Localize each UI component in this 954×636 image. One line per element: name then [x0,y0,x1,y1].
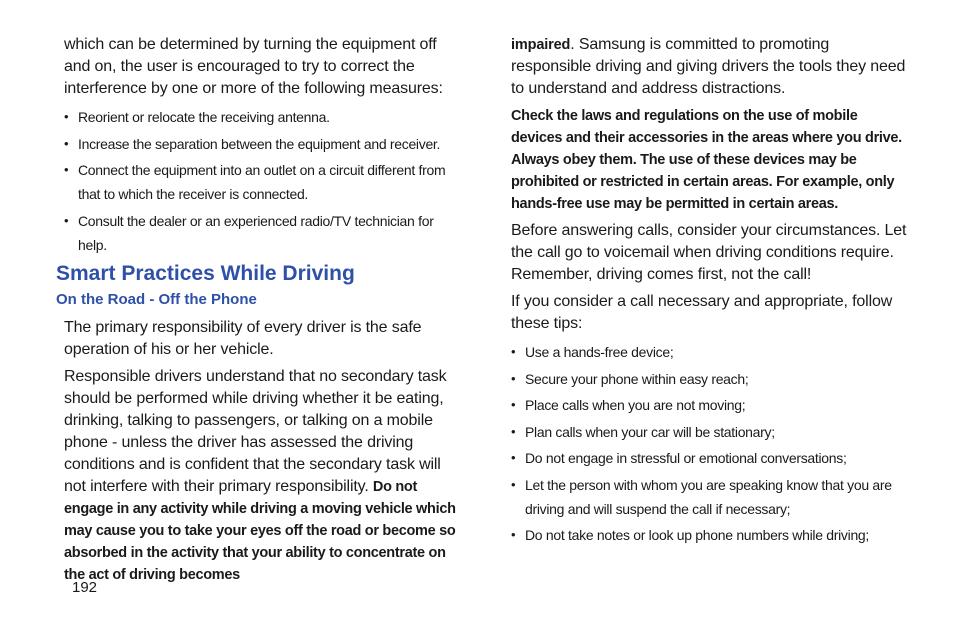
bullet-icon: • [511,527,516,542]
bullet-icon: • [511,370,516,386]
list-item-text: Secure your phone within easy reach; [525,370,749,387]
bullet-icon: • [511,423,516,439]
list-item [64,209,464,257]
list-item-text: Let the person with whom you are speaking know that you are driving and will suspend the call if necessary; [525,476,892,517]
interference-measures-list [64,105,464,257]
tips-intro-paragraph: If you consider a call necessary and appropriate, follow these tips: [511,293,893,332]
intro-paragraph: which can be determined by turning the equipment off and on, the user is encouraged to try to correct the interference by one or more of the following measures: [64,36,443,97]
bullet-icon: • [511,450,516,465]
bullet-icon: • [64,212,69,228]
continuation-paragraph [511,34,911,100]
list-item-text: Do not engage in stressful or emotional conversations; [525,450,847,466]
list-item [511,367,911,391]
list-item-text: Connect the equipment into an outlet on a circuit different from that to which the receiver is connected. [78,162,446,202]
section-heading: Smart Practices While Driving [56,261,355,285]
secondary-task-paragraph [64,366,464,586]
list-item [511,446,911,470]
list-item [511,420,911,444]
subsection-heading: On the Road - Off the Phone [56,290,257,308]
list-item-text: Do not take notes or look up phone numbers while driving; [525,527,870,543]
bullet-icon: • [64,109,69,124]
bullet-icon: • [511,476,516,492]
list-item [64,105,464,129]
list-item [511,393,911,417]
list-item [511,523,911,547]
list-item-text: Plan calls when your car will be stationary; [525,423,775,440]
list-item [511,340,911,364]
left-column [56,34,464,591]
list-item [64,132,464,156]
bullet-icon: • [511,397,516,412]
list-item-text: Reorient or relocate the receiving antenna. [78,109,330,125]
bullet-icon: • [64,135,69,151]
driving-tips-list [511,340,911,547]
list-item [511,473,911,521]
secondary-task-text: Responsible drivers understand that no secondary task should be performed while driving whether it be eating, drinking, talking to passengers, or talking on a mobile phone - unless the driver has assessed the driving conditions and is confident that the secondary task will not interfere with their primary responsibility. [64,367,447,495]
bullet-icon: • [511,344,516,359]
list-item-text: Increase the separation between the equipment and receiver. [78,135,441,152]
list-item-text: Place calls when you are not moving; [525,397,746,413]
continuation-text: . Samsung is committed to promoting responsible driving and giving drivers the tools they need to understand and address distractions. [511,36,906,97]
bullet-icon: • [64,162,69,177]
responsibility-paragraph: The primary responsibility of every driver is the safe operation of his or her vehicle. [64,318,422,358]
list-item-text: Use a hands-free device; [525,344,674,360]
before-answering-paragraph: Before answering calls, consider your circumstances. Let the call go to voicemail when driving conditions require. Remember, driving comes first, not the call! [511,222,907,283]
laws-paragraph: Check the laws and regulations on the use of mobile devices and their accessories in the areas where you drive. Always obey them. The use of these devices may be prohibited or restricted in certain areas. For example, only hands-free use may be permitted in certain areas. [511,108,902,212]
secondary-task-warning: Do not engage in any activity while driving a moving vehicle which may cause you to take your eyes off the road or become so absorbed in the activity that your ability to concentrate on the act of driving becomes [64,478,456,583]
continuation-bold: impaired [511,37,571,53]
page-number: 192 [72,579,98,596]
list-item-text: Consult the dealer or an experienced radio/TV technician for help. [78,212,434,253]
list-item [64,158,464,206]
right-column [511,34,911,550]
